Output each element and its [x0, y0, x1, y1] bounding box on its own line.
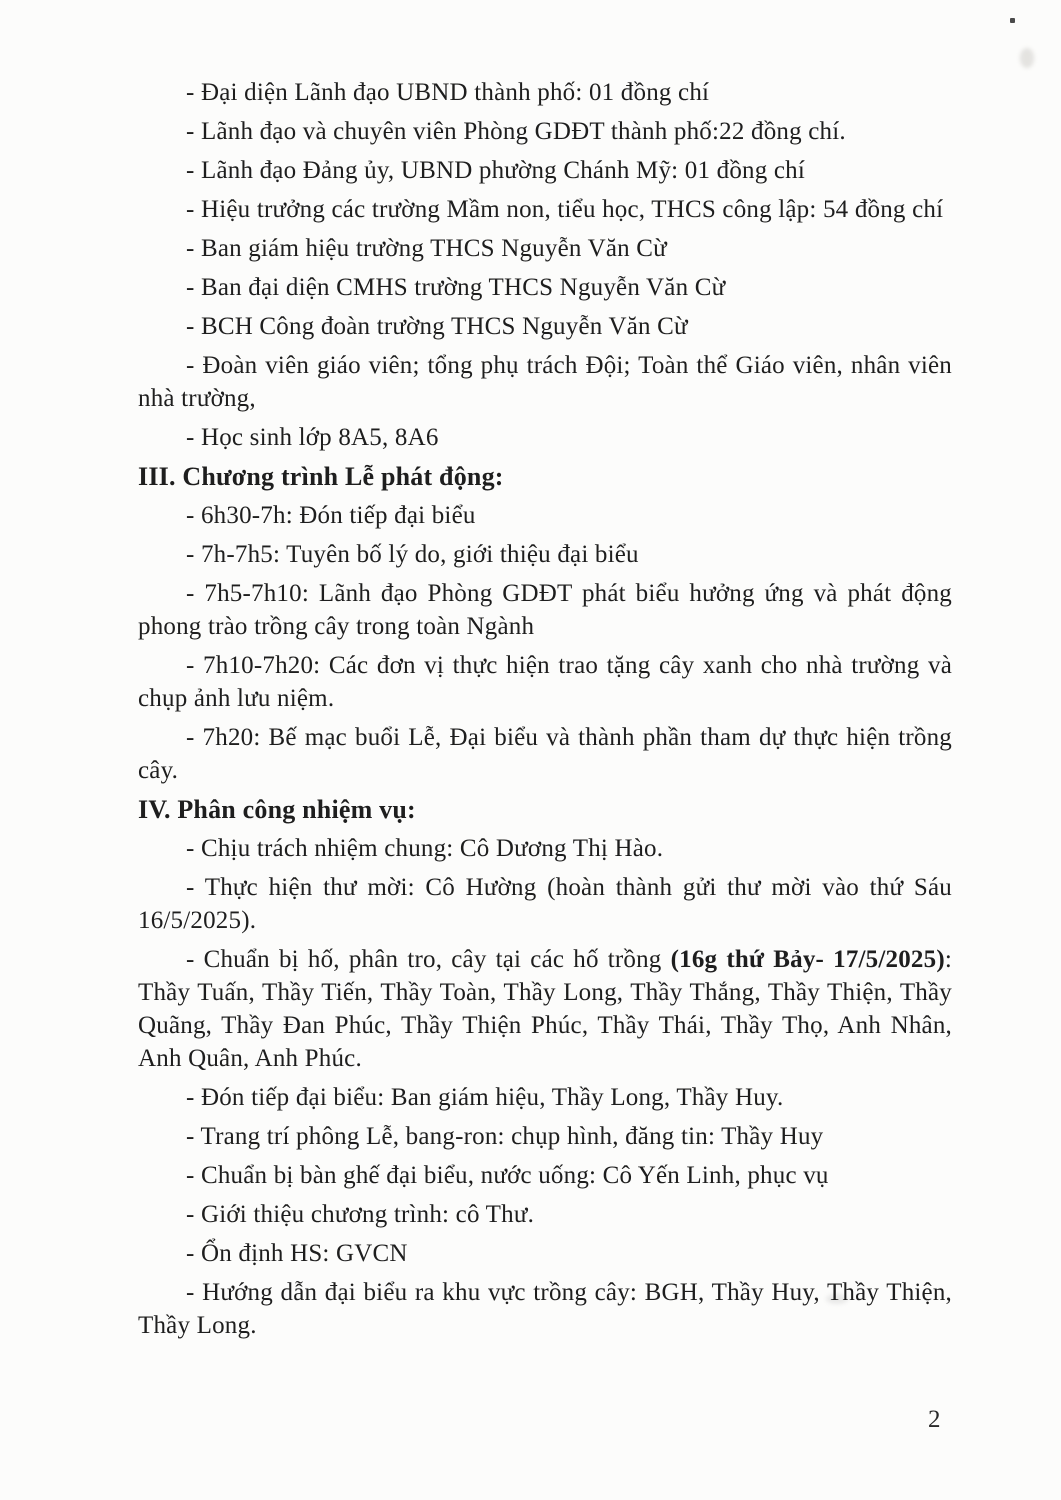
list-item: - 7h20: Bế mạc buổi Lễ, Đại biểu và thành phần tham dự thực hiện trồng cây. [138, 724, 952, 784]
document-body [138, 76, 952, 1348]
list-item: - Thực hiện thư mời: Cô Hường (hoàn thành gửi thư mời vào thứ Sáu 16/5/2025). [138, 874, 952, 934]
list-item: - Lãnh đạo và chuyên viên Phòng GDĐT thành phố:22 đồng chí. [186, 118, 846, 145]
list-item: - Ban giám hiệu trường THCS Nguyễn Văn Cừ [186, 235, 667, 262]
list-item-text: : Thầy Tuấn, Thầy Tiến, Thầy Toàn, Thầy Long, Thầy Thắng, Thầy Thiện, Thầy Quãng, Thầy Đan Phúc, Thầy Thiện Phúc, Thầy Thái, Thầy Thọ, Anh Nhân, Anh Quân, Anh Phúc. [138, 946, 952, 1072]
list-item: - Hiệu trưởng các trường Mầm non, tiểu học, THCS công lập: 54 đồng chí [186, 196, 944, 223]
page-number: 2 [928, 1406, 941, 1433]
list-item: - Trang trí phông Lễ, bang-ron: chụp hình, đăng tin: Thầy Huy [186, 1123, 824, 1150]
list-item: - BCH Công đoàn trường THCS Nguyễn Văn Cừ [186, 313, 688, 340]
list-item: - Đoàn viên giáo viên; tổng phụ trách Đội; Toàn thể Giáo viên, nhân viên nhà trường, [138, 352, 952, 412]
list-item: - 7h10-7h20: Các đơn vị thực hiện trao tặng cây xanh cho nhà trường và chụp ảnh lưu niệm. [138, 652, 952, 712]
section-heading-iv: IV. Phân công nhiệm vụ: [138, 795, 416, 824]
scan-smudge [1020, 48, 1034, 68]
list-item: - Đón tiếp đại biểu: Ban giám hiệu, Thầy Long, Thầy Huy. [186, 1084, 784, 1111]
list-item: - 7h5-7h10: Lãnh đạo Phòng GDĐT phát biểu hưởng ứng và phát động phong trào trồng cây trong toàn Ngành [138, 580, 952, 640]
scan-speck [1010, 18, 1015, 23]
list-item: - Hướng dẫn đại biểu ra khu vực trồng cây: BGH, Thầy Huy, Thầy Thiện, Thầy Long. [138, 1279, 952, 1339]
list-item: - Chịu trách nhiệm chung: Cô Dương Thị Hào. [186, 835, 664, 862]
section-heading-iii: III. Chương trình Lễ phát động: [138, 462, 504, 491]
list-item: - Chuẩn bị bàn ghế đại biểu, nước uống: Cô Yến Linh, phục vụ [186, 1162, 829, 1189]
list-item-text: - Chuẩn bị hố, phân tro, cây tại các hố trồng [186, 946, 671, 973]
list-item: - Ban đại diện CMHS trường THCS Nguyễn Văn Cừ [186, 274, 726, 301]
list-item: - Đại diện Lãnh đạo UBND thành phố: 01 đồng chí [186, 79, 710, 106]
list-item: - 6h30-7h: Đón tiếp đại biểu [186, 502, 476, 529]
list-item: - Lãnh đạo Đảng ủy, UBND phường Chánh Mỹ: 01 đồng chí [186, 157, 806, 184]
bold-date-segment: (16g thứ Bảy- 17/5/2025) [670, 946, 945, 973]
list-item: - Giới thiệu chương trình: cô Thư. [186, 1201, 535, 1228]
list-item: - 7h-7h5: Tuyên bố lý do, giới thiệu đại biểu [186, 541, 639, 568]
list-item: - Ổn định HS: GVCN [186, 1240, 408, 1267]
list-item: - Học sinh lớp 8A5, 8A6 [186, 424, 439, 451]
list-item [138, 943, 952, 1075]
